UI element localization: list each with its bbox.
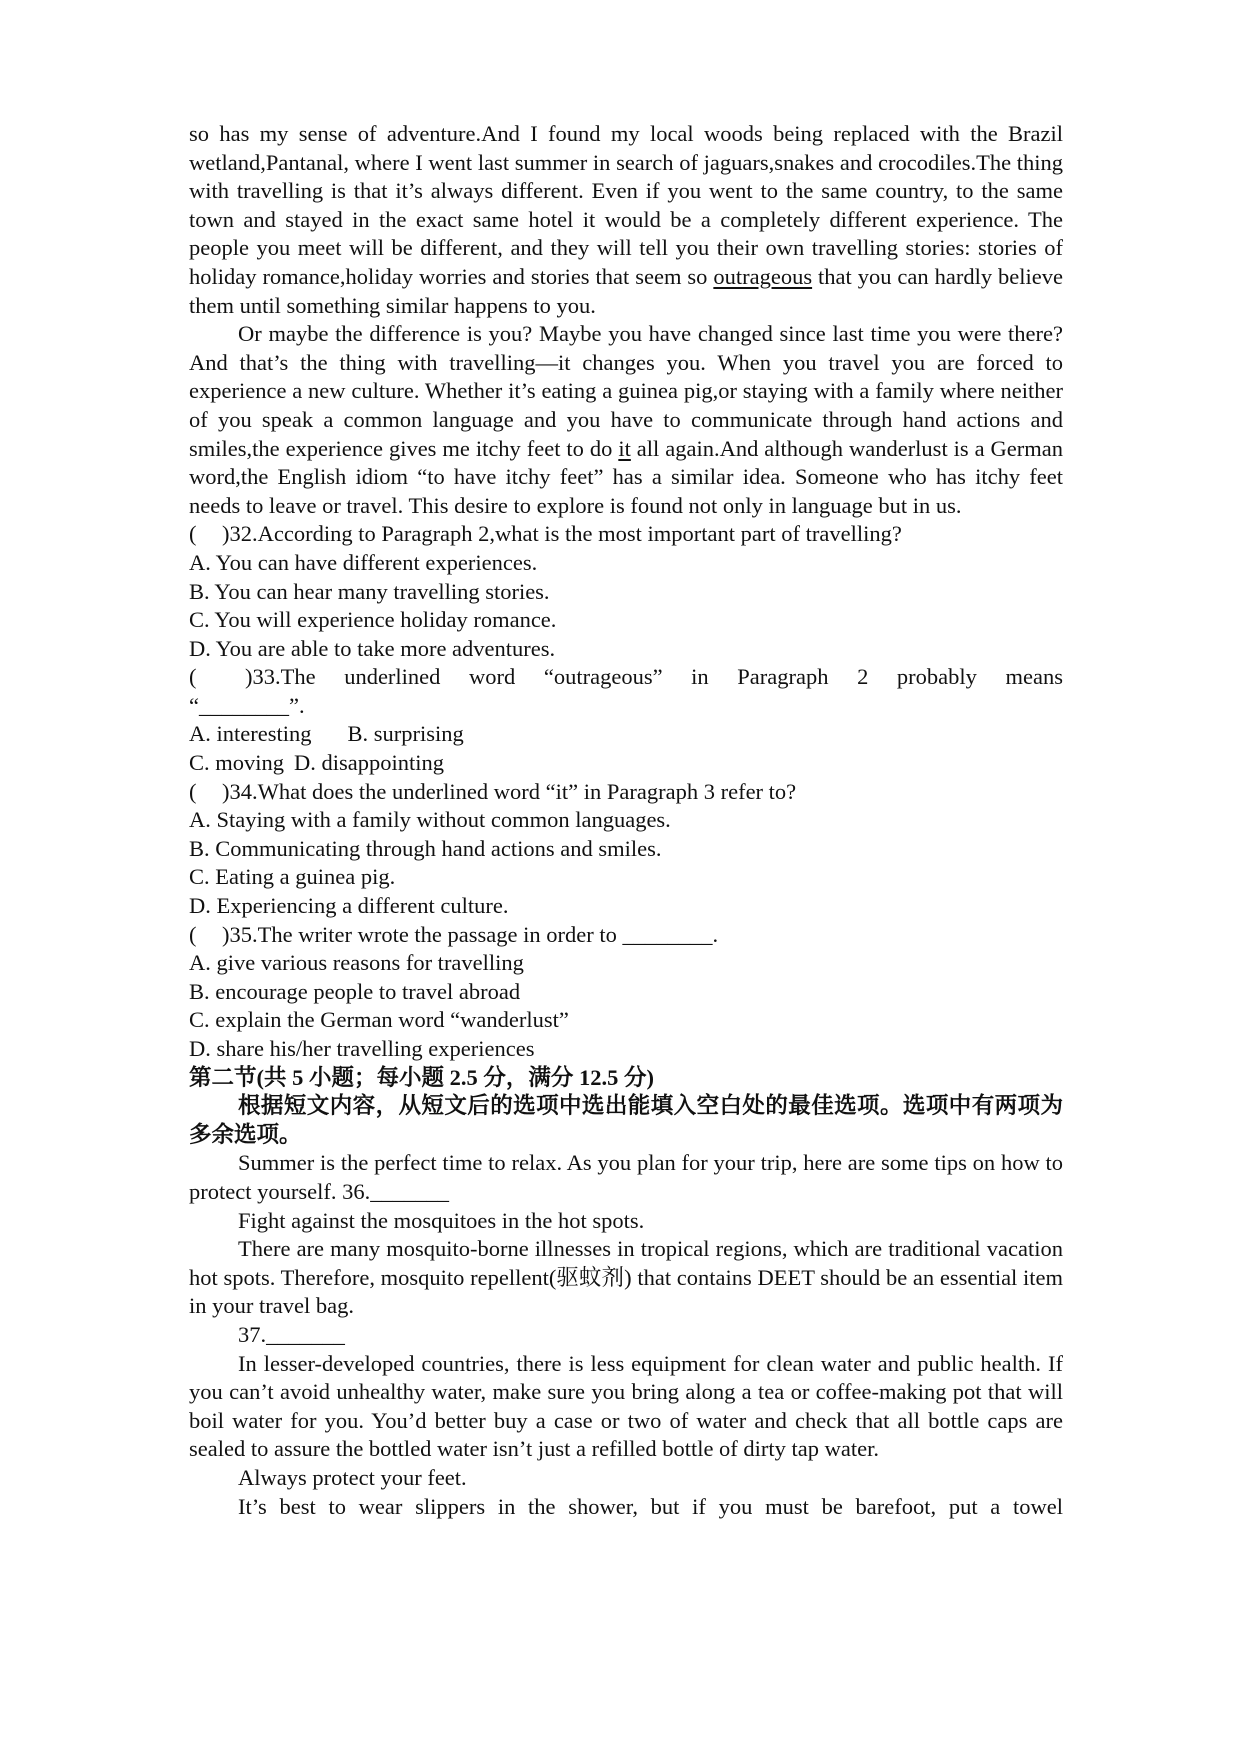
option: A. You can have different experiences.	[189, 549, 538, 575]
option: B. You can hear many travelling stories.	[189, 578, 550, 604]
option: D. share his/her travelling experiences	[189, 1036, 535, 1061]
option: A. interesting	[189, 721, 312, 747]
question-32-stem	[189, 520, 1063, 549]
passage-text: all again.And although wanderlust is a German word,the English idiom “to have itchy feet” has a similar idea. Someone who has itchy feet needs to leave or travel. This desire to explore is found not only in language but in us.	[189, 435, 1063, 518]
answer-bracket: (	[189, 778, 197, 804]
document-body	[189, 120, 1063, 1521]
option: D. You are able to take more adventures.	[189, 635, 556, 661]
option: C. Eating a guinea pig.	[189, 864, 396, 890]
question-35-stem	[189, 921, 1063, 950]
passage-text: so has my sense of adventure.And I found my local woods being replaced with the Brazil wetland,Pantanal, where I went last summer in search of jaguars,snakes and crocodiles.The thing with travelling is that it’s always different. Even if you went to the same country, to the same town and stayed in the exact same hotel it would be a completely different experience. The people you meet will be different, and they will tell you their own travelling stories: stories of holiday romance,holiday worries and stories that seem so	[189, 121, 1063, 289]
section-instruction: 根据短文内容，从短文后的选项中选出能填入空白处的最佳选项。选项中有两项为多余选项。	[189, 1093, 1063, 1147]
underlined-word-outrageous: outrageous	[713, 263, 813, 289]
question-text: )32.According to Paragraph 2,what is the most important part of travelling?	[222, 521, 902, 547]
question-text: )35.The writer wrote the passage in order to ________.	[222, 921, 719, 947]
question-text: )34.What does the underlined word “it” in Paragraph 3 refer to?	[222, 778, 797, 804]
options-row	[189, 749, 1063, 778]
answer-bracket: (	[189, 664, 197, 690]
option: A. Staying with a family without common languages.	[189, 807, 671, 833]
option: B. encourage people to travel abroad	[189, 978, 521, 1004]
option: C. moving	[189, 750, 285, 776]
section2-subheading-1: Fight against the mosquitoes in the hot spots.	[238, 1207, 645, 1233]
underlined-word-it: it	[618, 435, 631, 461]
answer-bracket: (	[189, 921, 197, 947]
option: A. give various reasons for travelling	[189, 950, 524, 976]
question-33-stem	[189, 663, 1063, 692]
answer-bracket: (	[189, 521, 197, 547]
passage-text: that you can hardly believe them until something similar happens to you.	[189, 263, 1064, 318]
question-34-stem	[189, 778, 1063, 807]
blank-37: 37._______	[238, 1321, 345, 1347]
section2-paragraph-3: In lesser-developed countries, there is less equipment for clean water and public health. If you can’t avoid unhealthy water, make sure you bring along a tea or coffee-making pot that will boil water for you. You’d better buy a case or two of water and check that all bottle caps are sealed to assure the bottled water isn’t just a refilled bottle of dirty tap water.	[189, 1350, 1063, 1462]
question-33-stem-end: “________”.	[189, 692, 305, 718]
passage-text: Or maybe the difference is you? Maybe you have changed since last time you were there? And that’s the thing with travelling—it changes you. When you travel you are forced to experience a new culture. Whether it’s eating a guinea pig,or staying with a family where neither of you speak a common language and you have to communicate through hand actions and smiles,the experience gives me itchy feet to do	[189, 321, 1063, 461]
passage-paragraph-2	[189, 120, 1063, 320]
section2-paragraph-4: It’s best to wear slippers in the shower, but if you must be barefoot, put a towel	[238, 1493, 1063, 1519]
options-row	[189, 720, 1063, 749]
option: D. Experiencing a different culture.	[189, 893, 509, 919]
option: C. explain the German word “wanderlust”	[189, 1007, 569, 1033]
question-text: )33.The underlined word “outrageous” in Paragraph 2 probably means	[245, 664, 1063, 690]
option: B. Communicating through hand actions and smiles.	[189, 835, 662, 861]
option: C. You will experience holiday romance.	[189, 607, 557, 633]
passage-paragraph-3	[189, 320, 1063, 520]
option: B. surprising	[347, 721, 464, 747]
option: D. disappointing	[294, 750, 445, 776]
section2-paragraph-2: There are many mosquito-borne illnesses in tropical regions, which are traditional vacation hot spots. Therefore, mosquito repellent(驱蚊剂) that contains DEET should be an essential item in your travel bag.	[189, 1236, 1063, 1319]
section2-subheading-2: Always protect your feet.	[238, 1464, 467, 1490]
section2-paragraph-1: Summer is the perfect time to relax. As you plan for your trip, here are some tips on how to protect yourself. 36._______	[189, 1150, 1063, 1204]
section-heading: 第二节(共 5 小题；每小题 2.5 分，满分 12.5 分)	[189, 1064, 654, 1090]
